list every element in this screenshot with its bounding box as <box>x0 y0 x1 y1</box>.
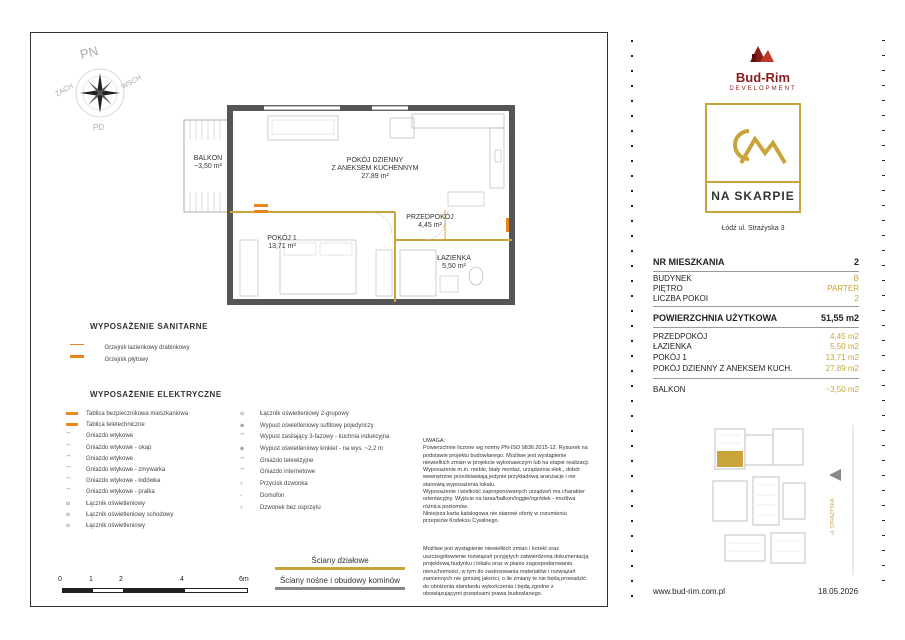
room-pokoj1-name: POKÓJ 1 <box>267 235 297 242</box>
doorbell-icon: ○ <box>240 504 244 511</box>
socket-icon: ⌒ <box>66 444 72 451</box>
electric-item: ⌒ Gniazdo wtykowe - zmywarka <box>66 466 166 473</box>
electric-item: ⌒ Gniazdo internetowe <box>240 469 316 476</box>
electric-item: ⌒ Gniazdo wtykowe - lodówka <box>66 478 161 485</box>
room-pokoj-dzienny <box>320 157 430 181</box>
room-balkon <box>186 155 230 171</box>
electric-item: ⌒ Gniazdo wtykowe <box>66 433 134 440</box>
sanitary-item-label: Grzejnik łazienkowy drabinkowy <box>104 345 190 351</box>
apartment-number-value: 2 <box>853 257 859 267</box>
note-uwaga: UWAGA: Powierzchnie liczone wg normy PN-ISO 9836:2015-12. Rysunek na podstawie projektu budowlanego. Możliwe jest wystąpienie niewielkich zmian w projekcie wykonawczym lub na etapie realizacji. Wyposażenie m.in. meble, biały montaż, urządzenia elek., dobór wewnętrzne przedstawiają jedynie przykładową aranżacje i nie stanowią wyposażenia lokalu. Wyposażenie i wielkość zaproponowanych urządzeń ma charakter orientacyjny. Wyjście na taras/balkon/loggie/ogródek - możliwa różnica poziomów. Niniejsza karta katalogowa nie stanowi oferty w rozumieniu przepisów Kodeksu Cywilnego. <box>423 438 608 526</box>
project-address: Łódź ul. Strażyska 3 <box>721 225 785 232</box>
room-przedpokoj-name: PRZEDPOKÓJ <box>406 214 454 221</box>
electric-item: ⌒ Gniazdo wtykowe - pralka <box>66 489 155 496</box>
electric-item: ⌒ Gniazdo telewizyjne <box>240 457 314 464</box>
electric-item: ▫ Domofon <box>240 492 285 499</box>
electric-item: ⊗ Wypust oświetleniowy kinkiet - na wys. ~2,2 m <box>240 446 384 453</box>
ceiling-light-icon: ⊕ <box>240 422 245 429</box>
electric-item: ⌒ Gniazdo wtykowe - okap <box>66 444 152 451</box>
sanitary-title: WYPOSAŻENIE SANITARNE <box>90 322 208 331</box>
compass-north: PN <box>78 42 100 63</box>
bearing-wall-label: Ściany nośne i obudowy kominów <box>279 576 401 585</box>
electric-right-list <box>240 402 420 511</box>
wall-legend <box>275 556 405 590</box>
electric-item: Tablica teletechniczne <box>66 413 246 424</box>
project-logo <box>705 103 801 213</box>
scale-label: 2 <box>119 576 123 583</box>
room-row-pokoj1: POKÓJ 1 13,71 m2 <box>653 353 859 362</box>
electric-item: ⊙ Łącznik oświetleniowy <box>66 522 146 529</box>
room-balkon-name: BALKON <box>193 155 223 162</box>
electric-item: ⊙ Łącznik oświetleniowy schodowy <box>66 511 174 518</box>
socket-icon: ⌒ <box>66 455 72 462</box>
site-map <box>705 425 865 575</box>
area-value: 51,55 m2 <box>820 313 859 323</box>
electric-item: ⊙ Łącznik oświetleniowy 2-grupowy <box>240 411 349 417</box>
room-lazienka-area: 5,50 m² <box>442 263 466 271</box>
socket-icon: ⌒ <box>66 478 72 485</box>
room-pokoj-dzienny-name2: Z ANEKSEM KUCHENNYM <box>331 165 419 173</box>
compass <box>54 42 150 140</box>
note-uwaga-title: UWAGA: <box>423 438 446 444</box>
electric-item: ⌒ Gniazdo wtykowe <box>66 455 134 462</box>
ladder-radiator-icon <box>70 344 84 345</box>
electric-title: WYPOSAŻENIE ELEKTRYCZNE <box>90 390 222 399</box>
scale-label: 6m <box>239 576 249 583</box>
room-przedpokoj <box>400 214 460 230</box>
field-budynek: BUDYNEK B <box>653 274 859 283</box>
scale-label: 4 <box>180 576 184 583</box>
bell-button-icon: ○ <box>240 481 244 488</box>
internet-socket-icon: ⌒ <box>240 469 246 476</box>
room-balkon-area: ~3,50 m² <box>194 163 222 171</box>
radiator-icon <box>254 210 268 213</box>
bud-rim-logo-icon <box>728 40 798 70</box>
divider-dots <box>631 40 633 610</box>
room-pokoj-dzienny-name1: POKÓJ DZIENNY <box>346 157 404 164</box>
power-outlet-icon: ⌒ <box>240 434 246 441</box>
panel-radiator-icon <box>70 355 84 358</box>
right-edge-ticks <box>882 40 884 610</box>
area-label: POWIERZCHNIA UŻYTKOWA <box>653 313 778 323</box>
switch-icon: ⊙ <box>66 511 71 518</box>
room-lazienka <box>432 255 476 271</box>
electric-item: ○ Dzwonek bez osprzętu <box>240 504 321 511</box>
electric-item: ⊙ Łącznik oświetleniowy <box>66 500 146 507</box>
room-row-lazienka: ŁAZIENKA 5,50 m2 <box>653 342 859 351</box>
note-changes: Możliwe jest wystąpienie niewielkich zmian i korekt oraz uszczegółowienie rozwiązań przyjętych zatwierdzoną dokumentacją projektową budynku i lokalu oraz w planie zagospodarowania nieruchomości, w tym do zastosowania materiałów i rozwiązań zamiennych nie gorszej jakości, o ile zmiany te nie będą prowadzić do obniżenia standardu wykończenia i będą zgodne z obowiązującymi przepisami prawa budowlanego. <box>423 546 589 597</box>
footer-url: www.bud-rim.com.pl <box>653 587 726 596</box>
electric-item: ⌒ Wypust zasilający 3-fazowy - kuchnia indukcyjna <box>240 434 390 441</box>
room-przedpokoj-area: 4,45 m² <box>418 222 442 230</box>
sanitary-item-label: Grzejnik płytowy <box>104 357 149 363</box>
mountain-logo-icon <box>707 109 799 181</box>
scale-bar <box>58 576 258 600</box>
area-row <box>653 313 859 323</box>
room-pokoj1 <box>260 235 304 251</box>
switch-icon: ⊙ <box>66 500 71 507</box>
electric-item: ⊕ Wypust oświetleniowy sufitowy pojedynczy <box>240 422 374 429</box>
brand-name: Bud-Rim <box>735 70 791 85</box>
room-row-pokoj-dzienny: POKÓJ DZIENNY Z ANEKSEM KUCH. 27,89 m2 <box>653 364 859 373</box>
radiator-icon <box>254 204 268 207</box>
switch-icon: ⊙ <box>240 411 245 417</box>
apartment-number-row <box>653 257 859 267</box>
apartment-highlight <box>717 451 743 467</box>
wall-light-icon: ⊗ <box>240 446 245 453</box>
footer-date: 18.05.2026 <box>818 587 859 596</box>
electric-left-list <box>66 402 246 529</box>
radiator-icon <box>506 218 509 232</box>
socket-icon: ⌒ <box>66 466 72 473</box>
compass-south: PD <box>93 123 105 132</box>
scale-label: 1 <box>89 576 93 583</box>
socket-icon: ⌒ <box>66 489 72 496</box>
project-name: NA SKARPIE <box>707 181 799 203</box>
sanitary-item-2 <box>70 348 148 366</box>
intercom-icon: ▫ <box>240 492 242 499</box>
partition-wall-swatch <box>275 567 405 570</box>
tv-socket-icon: ⌒ <box>240 457 246 464</box>
street-label: ul. STRAŻYSKA <box>830 498 836 535</box>
room-pokoj1-area: 13,71 m² <box>268 243 296 251</box>
bearing-wall-swatch <box>275 587 405 590</box>
room-row-przedpokoj: PRZEDPOKÓJ 4,45 m2 <box>653 332 859 341</box>
floor-plan <box>180 100 520 310</box>
electric-item: Tablica bezpiecznikowa mieszkaniowa <box>66 402 246 413</box>
electric-item: ○ Przycisk dzwonka <box>240 481 308 488</box>
entrance-arrow-icon <box>829 469 841 481</box>
room-pokoj-dzienny-area: 27,89 m² <box>361 173 389 181</box>
partition-wall-label: Ściany działowe <box>311 556 369 565</box>
apartment-number-label: NR MIESZKANIA <box>653 257 725 267</box>
scale-label: 0 <box>58 576 62 583</box>
field-liczba-pokoi: LICZBA POKOI 2 <box>653 294 859 303</box>
brand-sub: DEVELOPMENT <box>729 86 797 92</box>
room-row-balkon: BALKON ~3,50 m2 <box>653 385 859 394</box>
compass-west: ZACH <box>54 82 75 99</box>
socket-icon: ⌒ <box>66 433 72 440</box>
switch-icon: ⊙ <box>66 522 71 529</box>
brand-logo <box>728 40 798 70</box>
compass-east: WSCH <box>120 74 143 91</box>
room-lazienka-name: ŁAZIENKA <box>437 255 471 262</box>
field-pietro: PIĘTRO PARTER <box>653 284 859 293</box>
